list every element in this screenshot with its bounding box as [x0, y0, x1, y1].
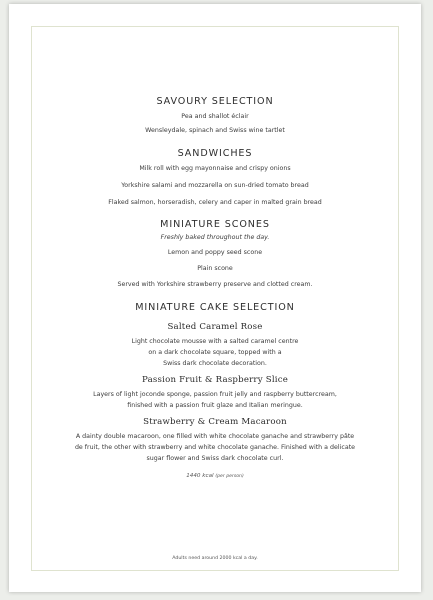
sandwich-item: Flaked salmon, horseradish, celery and caper in malted grain bread [108, 199, 322, 206]
scone-item: Plain scone [197, 265, 233, 272]
cake-description-line: sugar flower and Swiss dark chocolate curl. [146, 455, 284, 462]
kcal-line [9, 472, 421, 481]
kcal-note: (per person) [215, 474, 244, 479]
cake-description-line: Swiss dark chocolate decoration. [163, 360, 267, 367]
cake-name-passion-fruit-raspberry-slice: Passion Fruit & Raspberry Slice [141, 375, 289, 385]
cake-name-strawberry-cream-macaroon: Strawberry & Cream Macaroon [143, 417, 287, 427]
scones-subtitle: Freshly baked throughout the day. [160, 234, 270, 241]
cake-description-line: Light chocolate mousse with a salted caramel centre [131, 338, 299, 345]
cake-description-line: finished with a passion fruit glaze and Italian meringue. [127, 402, 303, 409]
cake-description-line: Layers of light joconde sponge, passion fruit jelly and raspberry buttercream, [93, 391, 337, 398]
cake-description-line: A dainty double macaroon, one filled with white chocolate ganache and strawberry pâte [75, 433, 355, 440]
menu-content [9, 96, 421, 481]
savoury-item: Pea and shallot éclair [181, 113, 249, 120]
scone-item: Lemon and poppy seed scone [167, 249, 263, 256]
savoury-item: Wensleydale, spinach and Swiss wine tartlet [145, 127, 285, 134]
kcal-value: 1440 kcal [186, 473, 214, 479]
sandwiches-title: SANDWICHES [177, 148, 253, 159]
footnote: Adults need around 2000 kcal a day. [172, 556, 258, 561]
sandwich-item: Yorkshire salami and mozzarella on sun-dried tomato bread [121, 182, 309, 189]
scone-item: Served with Yorkshire strawberry preserve and clotted cream. [117, 281, 313, 288]
cakes-title: MINIATURE CAKE SELECTION [135, 302, 295, 313]
savoury-title: SAVOURY SELECTION [156, 96, 274, 107]
sandwich-item: Milk roll with egg mayonnaise and crispy onions [139, 165, 291, 172]
scones-title: MINIATURE SCONES [160, 219, 270, 230]
cake-description-line: de fruit, the other with strawberry and white chocolate ganache. Finished with a delicate [74, 444, 356, 451]
menu-card [9, 4, 421, 592]
cake-description-line: on a dark chocolate square, topped with a [148, 349, 282, 356]
cake-name-salted-caramel-rose: Salted Caramel Rose [167, 322, 263, 332]
